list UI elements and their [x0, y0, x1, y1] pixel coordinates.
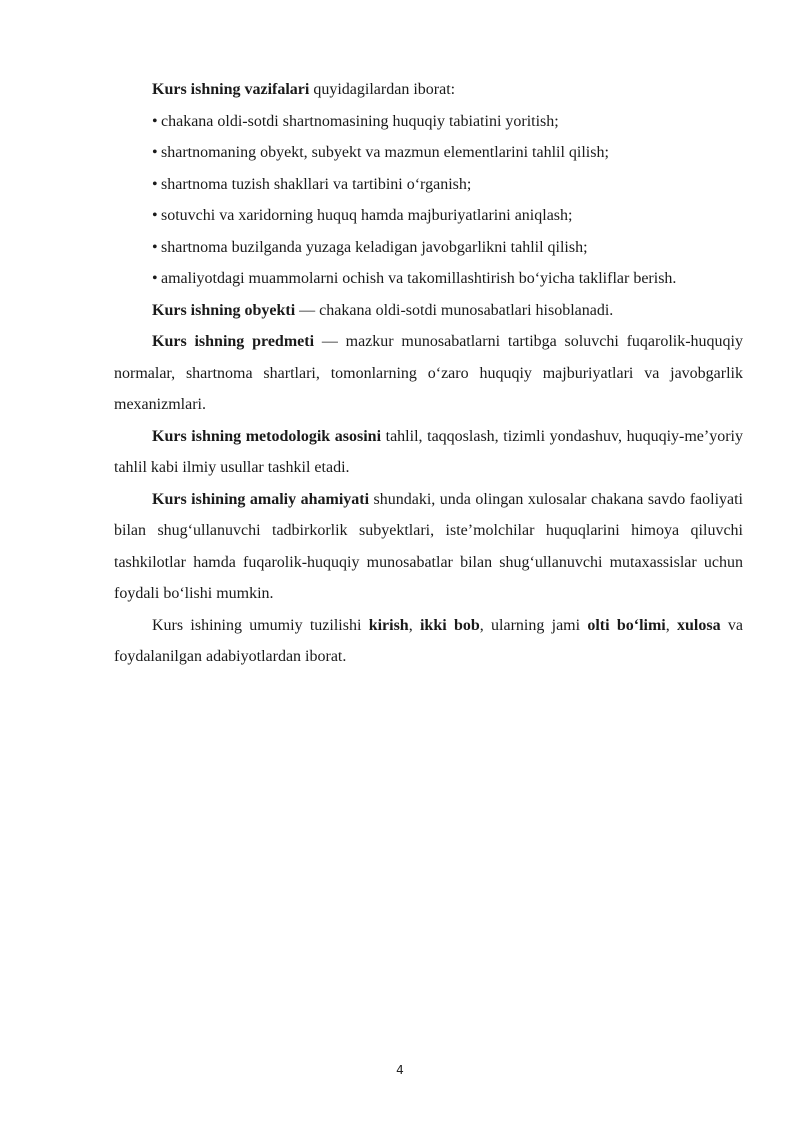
page-body [114, 74, 743, 673]
tasks-list-item-text: shartnoma buzilganda yuzaga keladigan javobgarlikni tahlil qilish; [161, 238, 588, 256]
structure-bold-term: ikki bob [419, 616, 480, 634]
page-number: 4 [396, 1063, 404, 1077]
tasks-heading [114, 74, 743, 106]
structure-bold-term: kirish [368, 616, 409, 634]
structure-text: , ularning jami [479, 616, 588, 634]
structure-text: va foydalanilgan adabiyotlardan iborat. [114, 616, 743, 665]
methodology-label: Kurs ishning metodologik asosini [152, 427, 382, 445]
tasks-list-item [114, 169, 743, 201]
subject-paragraph [114, 326, 743, 421]
significance-label: Kurs ishining amaliy ahamiyati [152, 490, 370, 508]
structure-text: , [665, 616, 678, 634]
bullet-icon: • [152, 175, 158, 193]
structure-text: Kurs ishining umumiy tuzilishi [152, 616, 369, 634]
tasks-list-item-text: shartnoma tuzish shakllari va tartibini o‘rganish; [161, 175, 472, 193]
significance-text: shundaki, unda olingan xulosalar chakana savdo faoliyati bilan shug‘ullanuvchi tadbirkorlik subyektlari, iste’molchilar huquqlarini himoya qiluvchi tashkilotlar hamda fuqarolik-huquqiy munosabatlar bilan shug‘ullanuvchi mutaxassislar uchun foydali bo‘lishi mumkin. [114, 490, 743, 602]
tasks-list-item-text: chakana oldi-sotdi shartnomasining huquqiy tabiatini yoritish; [161, 112, 559, 130]
tasks-list-item [114, 263, 743, 295]
tasks-list-item [114, 200, 743, 232]
structure-paragraph [114, 610, 743, 673]
tasks-heading-bold: Kurs ishning vazifalari [152, 81, 310, 98]
structure-bold-term: olti bo‘limi [587, 616, 666, 634]
subject-text: — mazkur munosabatlarni tartibga soluvchi fuqarolik-huquqiy normalar, shartnoma shartlari, tomonlarning o‘zaro huquqiy majburiyatlari va javobgarlik mexanizmlari. [114, 333, 743, 413]
object-text: — chakana oldi-sotdi munosabatlari hisoblanadi. [295, 301, 614, 319]
tasks-heading-text: quyidagilardan iborat: [309, 81, 456, 98]
tasks-list-item [114, 106, 743, 138]
tasks-list-item [114, 232, 743, 264]
tasks-list-item-text: sotuvchi va xaridorning huquq hamda majburiyatlarini aniqlash; [161, 207, 573, 224]
bullet-icon: • [152, 112, 158, 130]
bullet-icon: • [152, 238, 158, 256]
bullet-icon: • [152, 144, 158, 161]
tasks-list-item [114, 137, 743, 169]
structure-bold-term: xulosa [677, 616, 721, 634]
structure-text: , [408, 616, 420, 634]
tasks-list-item-text: amaliyotdagi muammolarni ochish va takomillashtirish bo‘yicha takliflar berish. [161, 270, 677, 287]
significance-paragraph [114, 484, 743, 610]
object-label: Kurs ishning obyekti [152, 301, 296, 319]
tasks-list-item-text: shartnomaning obyekt, subyekt va mazmun elementlarini tahlil qilish; [161, 144, 609, 161]
bullet-icon: • [152, 270, 158, 287]
bullet-icon: • [152, 207, 158, 224]
methodology-text: tahlil, taqqoslash, tizimli yondashuv, huquqiy-me’yoriy tahlil kabi ilmiy usullar tashkil etadi. [114, 427, 743, 476]
methodology-paragraph [114, 421, 743, 484]
subject-label: Kurs ishning predmeti [152, 333, 315, 350]
object-paragraph [114, 295, 743, 327]
